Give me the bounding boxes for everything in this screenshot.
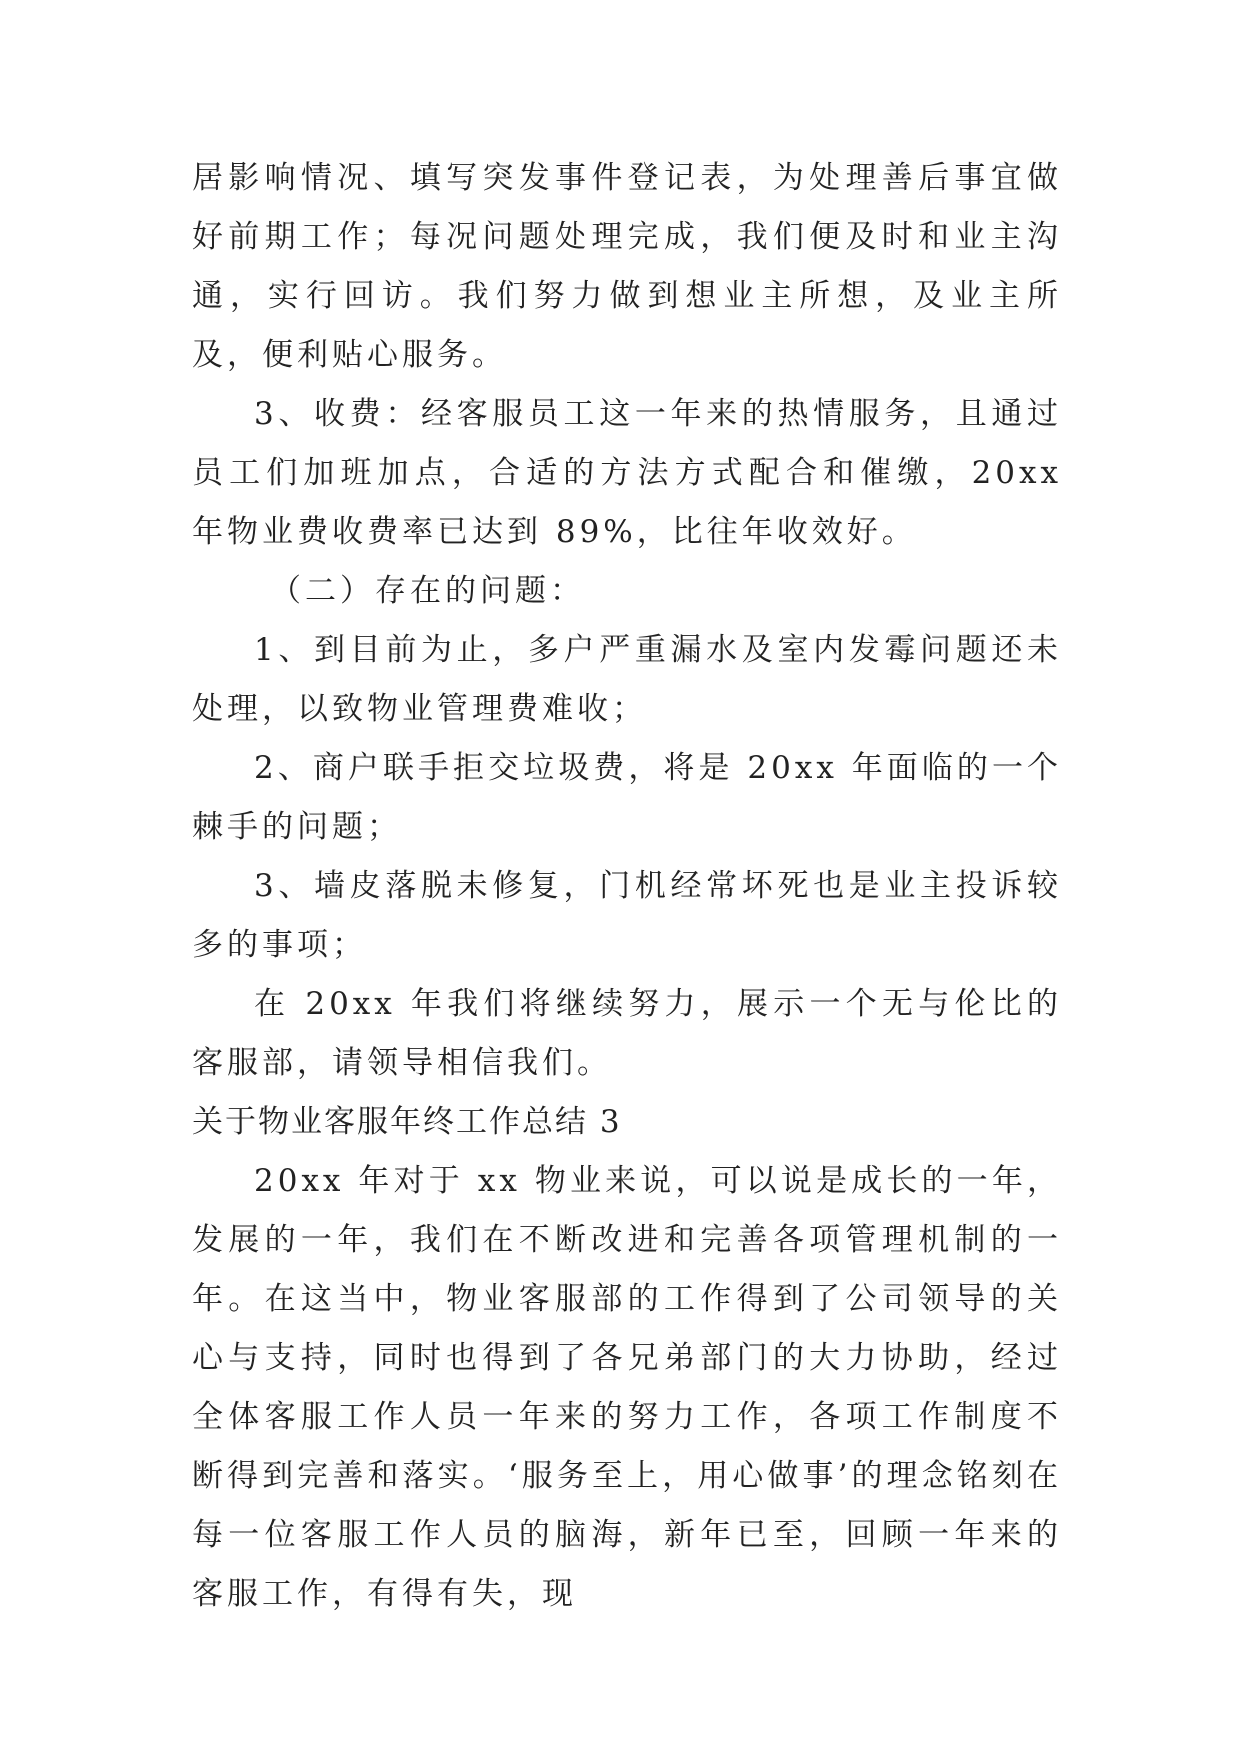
paragraph-problem-3: 3、墙皮落脱未修复，门机经常坏死也是业主投诉较多的事项； [192, 868, 1062, 963]
paragraph-continued: 居影响情况、填写突发事件登记表，为处理善后事宜做好前期工作；每况问题处理完成，我们便及时和业主沟通，实行回访。我们努力做到想业主所想，及业主所及，便利贴心服务。 [192, 160, 1062, 373]
document-body [192, 149, 1062, 1624]
paragraph-intro: 20xx 年对于 xx 物业来说，可以说是成长的一年，发展的一年，我们在不断改进和完善各项管理机制的一年。在这当中，物业客服部的工作得到了公司领导的关心与支持，同时也得到了各兄弟部门的大力协助，经过全体客服工作人员一年来的努力工作，各项工作制度不断得到完善和落实。‘服务至上，用心做事’的理念铭刻在每一位客服工作人员的脑海，新年已至，回顾一年来的客服工作，有得有失，现 [192, 1163, 1062, 1612]
paragraph-closing: 在 20xx 年我们将继续努力，展示一个无与伦比的客服部，请领导相信我们。 [192, 986, 1062, 1081]
section-title: 关于物业客服年终工作总结 3 [192, 1104, 622, 1140]
paragraph-problem-2: 2、商户联手拒交垃圾费，将是 20xx 年面临的一个棘手的问题； [192, 750, 1062, 845]
paragraph-charge: 3、收费：经客服员工这一年来的热情服务，且通过员工们加班加点，合适的方法方式配合和催缴，20xx 年物业费收费率已达到 89%，比往年收效好。 [192, 396, 1062, 550]
paragraph-problem-1: 1、到目前为止，多户严重漏水及室内发霉问题还未处理，以致物业管理费难收； [192, 632, 1062, 727]
paragraph-problems-heading: （二）存在的问题： [270, 573, 585, 609]
